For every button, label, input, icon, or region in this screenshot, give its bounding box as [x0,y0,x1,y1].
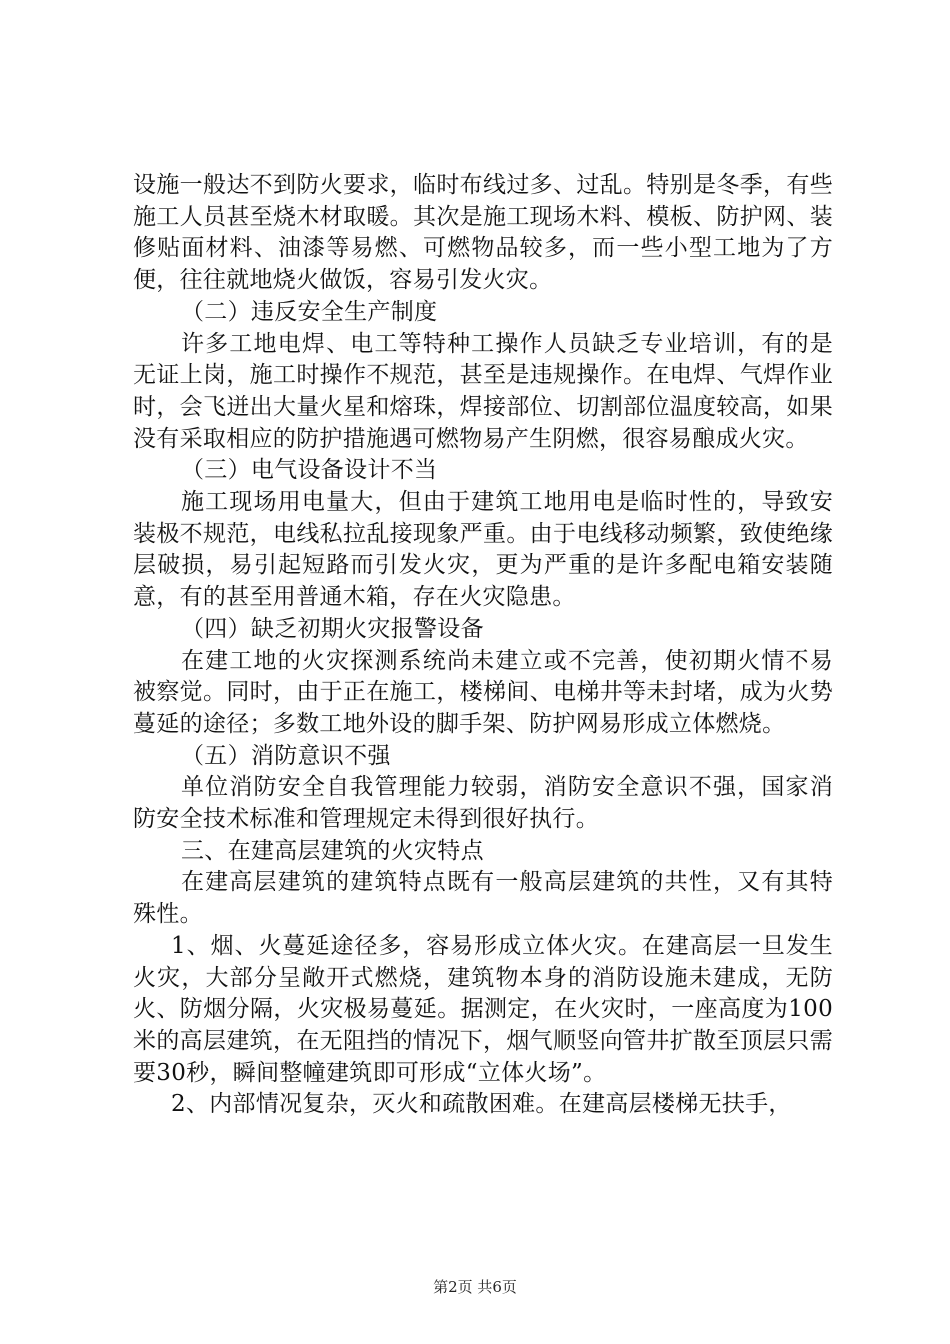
page-number-footer: 第2页 共6页 [433,1278,517,1296]
section-heading-2: （二）违反安全生产制度 [181,298,438,325]
section-heading-4: （四）缺乏初期火灾报警设备 [181,615,484,642]
paragraph-alarm: 在建工地的火灾探测系统尚未建立或不完善，使初期火情不易被察觉。同时，由于正在施工，楼梯间、电梯井等未封堵，成为火势蔓延的途径；多数工地外设的脚手架、防护网易形成立体燃烧。 [133,647,833,737]
chapter-heading-3: 三、在建高层建筑的火灾特点 [181,837,484,864]
paragraph-intro-features: 在建高层建筑的建筑特点既有一般高层建筑的共性，又有其特殊性。 [133,869,833,928]
section-heading-5: （五）消防意识不强 [181,742,391,769]
paragraph-awareness: 单位消防安全自我管理能力较弱，消防安全意识不强，国家消防安全技术标准和管理规定未得到很好执行。 [133,774,833,833]
document-body [133,170,833,1121]
paragraph-feature-2: 2、内部情况复杂，灭火和疏散困难。在建高层楼梯无扶手， [171,1091,792,1118]
paragraph-safety-violation: 许多工地电焊、电工等特种工操作人员缺乏专业培训，有的是无证上岗，施工时操作不规范，甚至是违规操作。在电焊、气焊作业时，会飞迸出大量火星和熔珠，焊接部位、切割部位温度较高，如果没有采取相应的防护措施遇可燃物易产生阴燃，很容易酿成火灾。 [133,330,833,452]
paragraph-electrical: 施工现场用电量大，但由于建筑工地用电是临时性的，导致安装极不规范，电线私拉乱接现象严重。由于电线移动频繁，致使绝缘层破损，易引起短路而引发火灾，更为严重的是许多配电箱安装随意，有的甚至用普通木箱，存在火灾隐患。 [133,489,833,611]
paragraph-continuation: 设施一般达不到防火要求，临时布线过多、过乱。特别是冬季，有些施工人员甚至烧木材取暖。其次是施工现场木料、模板、防护网、装修贴面材料、油漆等易燃、可燃物品较多，而一些小型工地为了方便，往往就地烧火做饭，容易引发火灾。 [133,172,833,294]
section-heading-3: （三）电气设备设计不当 [181,457,438,484]
paragraph-feature-1: 1、烟、火蔓延途径多，容易形成立体火灾。在建高层一旦发生火灾，大部分呈敞开式燃烧，建筑物本身的消防设施未建成，无防火、防烟分隔，火灾极易蔓延。据测定，在火灾时，一座高度为100米的高层建筑，在无阻挡的情况下，烟气顺竖向管井扩散至顶层只需要30秒，瞬间整幢建筑即可形成“立体火场”。 [133,932,833,1086]
